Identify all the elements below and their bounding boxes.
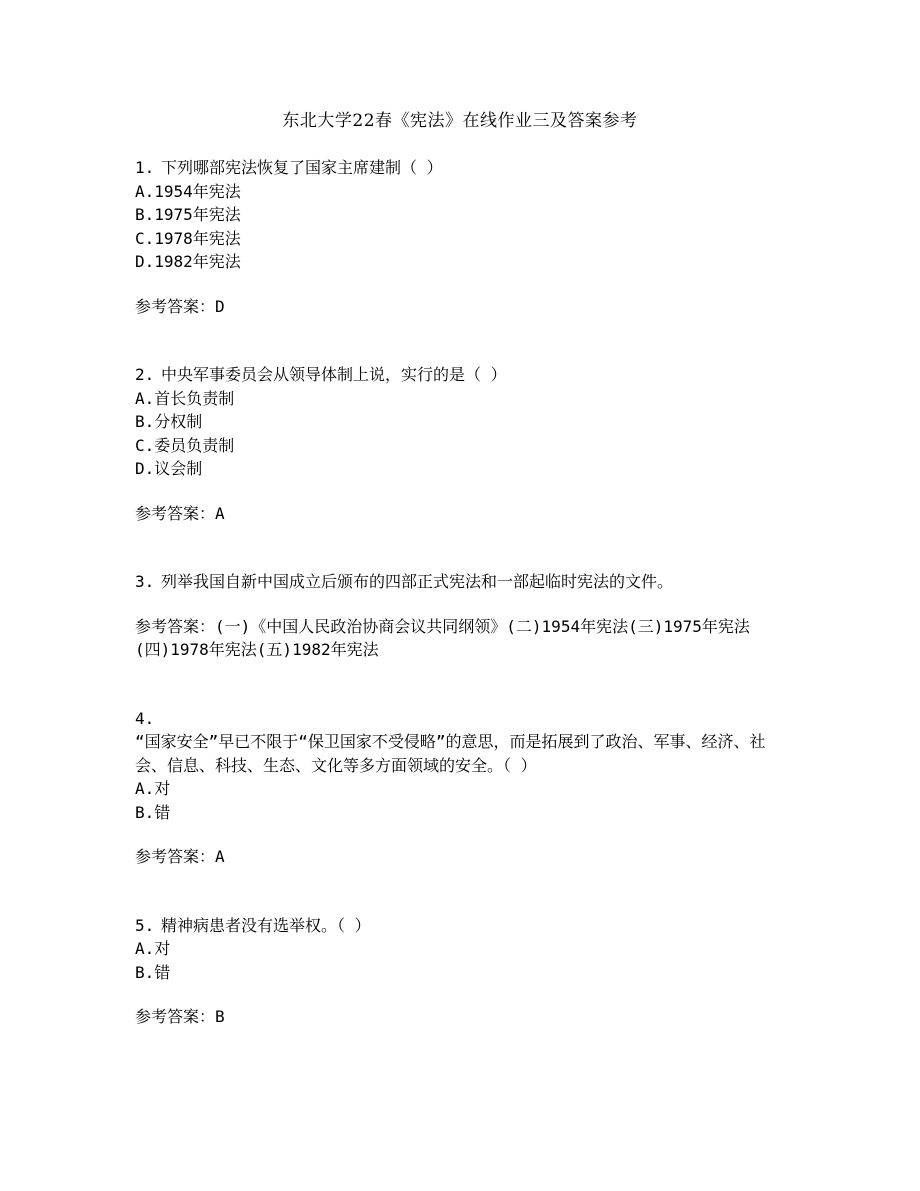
answer-label: 参考答案：: [135, 1007, 216, 1026]
question-4: [135, 707, 795, 869]
answer-line: [135, 615, 795, 662]
answer-line: [135, 1005, 795, 1029]
question-number: 3.: [135, 572, 155, 591]
question-2: [135, 363, 795, 525]
question-stem: [135, 156, 795, 180]
question-text: 中央军事委员会从领导体制上说，实行的是（ ）: [161, 365, 507, 384]
answer-line: [135, 295, 795, 319]
answer-label: 参考答案：: [135, 847, 216, 866]
answer-value: A: [215, 503, 225, 523]
question-number: 1.: [135, 158, 155, 177]
option-c: C.委员负责制: [135, 435, 235, 455]
answer-value: A: [215, 847, 225, 866]
question-number: 5.: [135, 915, 155, 935]
question-number: 2.: [135, 365, 155, 384]
question-stem: [135, 570, 795, 594]
question-stem: [135, 363, 795, 387]
option-a: A.对: [135, 939, 171, 958]
answer-line: [135, 845, 795, 869]
option-b: B.错: [135, 802, 171, 822]
question-stem: [135, 914, 795, 938]
question-3: [135, 570, 795, 662]
option-b: B.1975年宪法: [135, 205, 241, 224]
option-d: D.议会制: [135, 459, 203, 478]
option-a: A.对: [135, 779, 171, 798]
question-text: 下列哪部宪法恢复了国家主席建制（ ）: [161, 158, 443, 177]
question-text: “国家安全”早已不限于“保卫国家不受侵略”的意思，而是拓展到了政治、军事、经济、社会、信息、科技、生态、文化等多方面领域的安全。（ ）: [135, 732, 766, 775]
question-number: 4.: [135, 708, 155, 728]
question-5: [135, 914, 795, 1029]
answer-line: [135, 502, 795, 526]
question-text: 精神病患者没有选举权。（ ）: [161, 915, 371, 935]
option-d: D.1982年宪法: [135, 252, 241, 271]
answer-label: 参考答案：: [135, 503, 216, 523]
option-c: C.1978年宪法: [135, 228, 241, 248]
option-b: B.分权制: [135, 412, 203, 431]
option-a: A.首长负责制: [135, 388, 235, 408]
question-text: 列举我国自新中国成立后颁布的四部正式宪法和一部起临时宪法的文件。: [161, 572, 674, 591]
answer-value: B: [215, 1007, 225, 1026]
answer-value: D: [215, 296, 225, 316]
answer-label: 参考答案：: [135, 616, 216, 636]
answer-label: 参考答案：: [135, 296, 216, 316]
option-b: B.错: [135, 962, 171, 982]
document-title: 东北大学22春《宪法》在线作业三及答案参考: [282, 111, 638, 131]
question-list: [135, 156, 795, 1029]
option-a: A.1954年宪法: [135, 181, 241, 201]
question-1: [135, 156, 795, 318]
answer-value: (一)《中国人民政治协商会议共同纲领》(二)1954年宪法(三)1975年宪法(四)1978年宪法(五)1982年宪法: [135, 616, 750, 659]
